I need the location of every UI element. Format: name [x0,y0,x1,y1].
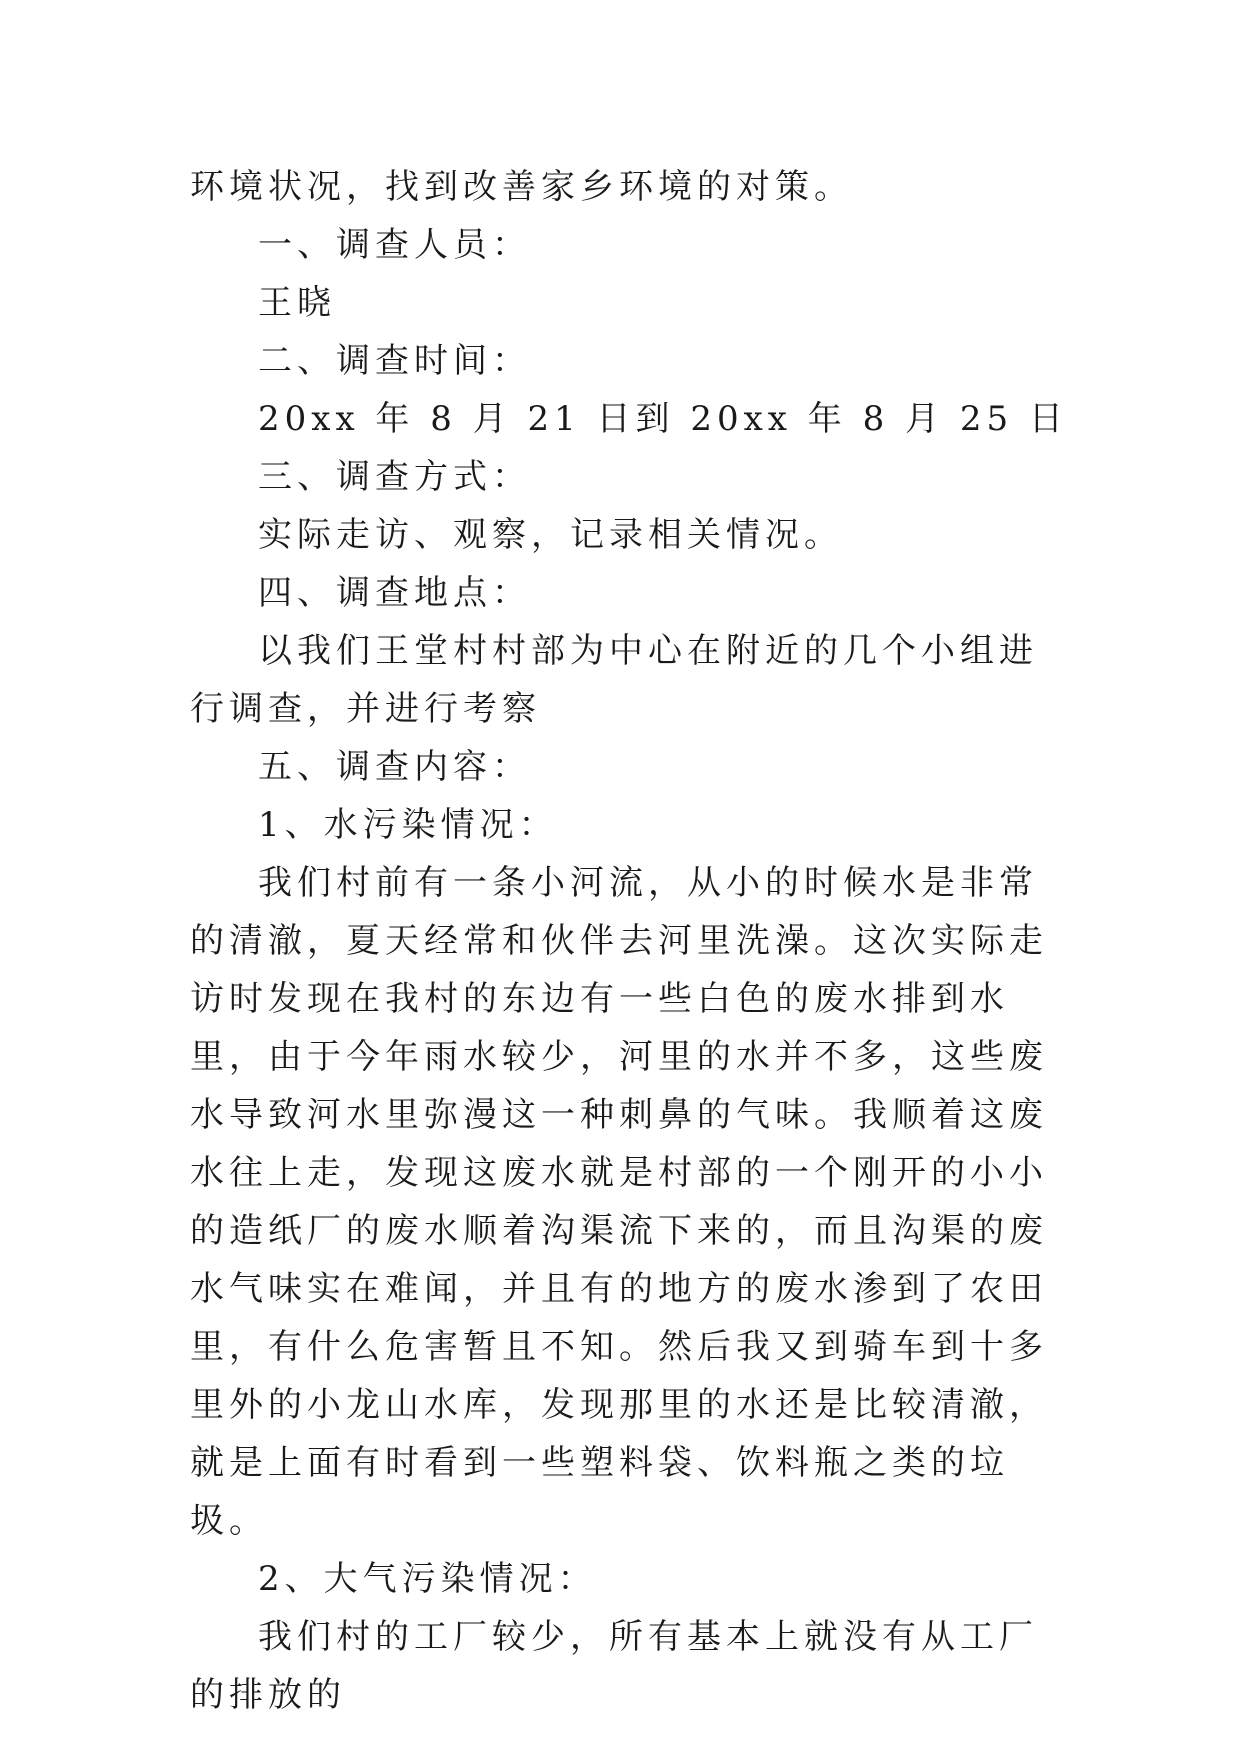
document-body [190,158,1070,1724]
paragraph-continuation: 环境状况，找到改善家乡环境的对策。 [190,167,853,207]
air-pollution-paragraph: 我们村的工厂较少，所有基本上就没有从工厂的排放的 [190,1617,1038,1715]
survey-time-value: 20xx 年 8 月 21 日到 20xx 年 8 月 25 日 [258,399,1068,439]
heading-survey-content: 五、调查内容： [258,747,531,787]
subheading-air-pollution: 2、大气污染情况： [258,1559,597,1599]
survey-method-value: 实际走访、观察，记录相关情况。 [258,515,843,555]
heading-survey-location: 四、调查地点： [258,573,531,613]
heading-survey-time: 二、调查时间： [258,341,531,381]
heading-survey-method: 三、调查方式： [258,457,531,497]
water-pollution-paragraph: 我们村前有一条小河流，从小的时候水是非常的清澈，夏天经常和伙伴去河里洗澡。这次实际走访时发现在我村的东边有一些白色的废水排到水里，由于今年雨水较少，河里的水并不多，这些废水导致河水里弥漫这一种刺鼻的气味。我顺着这废水往上走，发现这废水就是村部的一个刚开的小小的造纸厂的废水顺着沟渠流下来的，而且沟渠的废水气味实在难闻，并且有的地方的废水渗到了农田里，有什么危害暂且不知。然后我又到骑车到十多里外的小龙山水库，发现那里的水还是比较清澈，就是上面有时看到一些塑料袋、饮料瓶之类的垃圾。 [190,863,1048,1541]
subheading-water-pollution: 1、水污染情况： [258,805,558,845]
survey-location-value: 以我们王堂村村部为中心在附近的几个小组进行调查，并进行考察 [190,631,1038,729]
survey-personnel-value: 王晓 [258,283,336,323]
heading-survey-personnel: 一、调查人员： [258,225,531,265]
